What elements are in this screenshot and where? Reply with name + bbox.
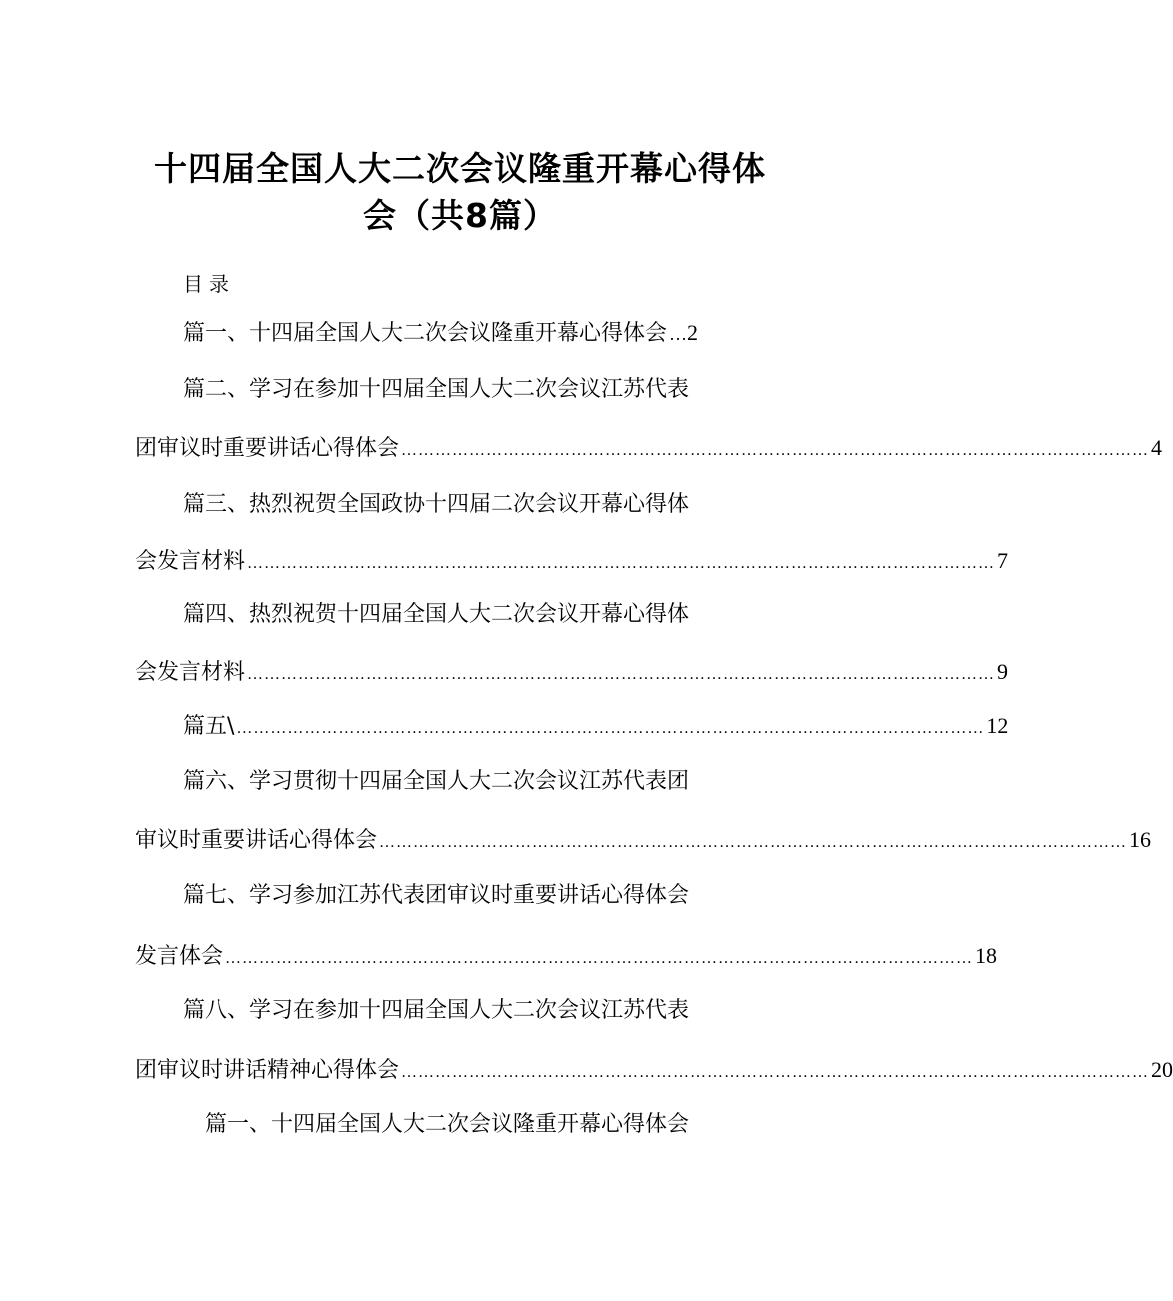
toc-entry-page: 4 <box>1151 435 1163 460</box>
toc-entry-1[interactable] <box>183 318 723 349</box>
toc-entry-page: 12 <box>986 713 1009 738</box>
toc-entry-text: 审议时重要讲话心得体会 <box>135 828 378 853</box>
toc-entry-page: 18 <box>975 943 998 968</box>
toc-label: 目录 <box>183 272 235 296</box>
toc-dot-leader: …………………………………………………………………………………………………………………… <box>401 442 1150 459</box>
toc-entry-4-line1: 篇四、热烈祝贺十四届全国人大二次会议开幕心得体 <box>183 602 690 627</box>
toc-entry-7[interactable] <box>135 941 998 974</box>
toc-entry-page: 16 <box>1129 827 1152 852</box>
toc-dot-leader: …………………………………………………………………………………………………………………… <box>247 555 996 572</box>
toc-entry-5[interactable] <box>183 711 1009 744</box>
toc-dot-leader: …………………………………………………………………………………………………………………… <box>379 834 1128 851</box>
toc-entry-3[interactable] <box>135 546 1009 579</box>
toc-entry-text: 团审议时重要讲话心得体会 <box>135 436 400 461</box>
toc-entry-8-line1: 篇八、学习在参加十四届全国人大二次会议江苏代表 <box>183 998 690 1023</box>
toc-entry-text: 会发言材料 <box>135 549 246 574</box>
toc-entry-page: 7 <box>997 548 1009 573</box>
toc-entry-page: 20 <box>1151 1057 1173 1082</box>
toc-entry-6[interactable] <box>135 825 1152 858</box>
toc-entry-2-line1: 篇二、学习在参加十四届全国人大二次会议江苏代表 <box>183 377 690 402</box>
toc-entry-8[interactable] <box>135 1055 1173 1088</box>
toc-entry-2[interactable] <box>135 433 1163 466</box>
document-title-line2: 会（共8篇） <box>363 196 557 235</box>
toc-entry-7-line1: 篇七、学习参加江苏代表团审议时重要讲话心得体会 <box>183 883 690 908</box>
toc-dot-leader: …………………………………………………………………………………………………………………… <box>225 950 974 967</box>
toc-entry-dots: … <box>669 324 688 344</box>
toc-entry-4[interactable] <box>135 657 1009 690</box>
toc-entry-3-line1: 篇三、热烈祝贺全国政协十四届二次会议开幕心得体 <box>183 492 690 517</box>
section-heading: 篇一、十四届全国人大二次会议隆重开幕心得体会 <box>205 1112 690 1137</box>
toc-entry-text: 发言体会 <box>135 944 224 969</box>
toc-dot-leader: …………………………………………………………………………………………………………………… <box>401 1064 1150 1081</box>
toc-entry-text: 篇五\ <box>183 714 235 739</box>
toc-entry-page: 2 <box>687 320 699 345</box>
toc-entry-page: 9 <box>997 659 1009 684</box>
document-title-line1: 十四届全国人大二次会议隆重开幕心得体 <box>154 149 766 188</box>
toc-dot-leader: …………………………………………………………………………………………………………………… <box>247 666 996 683</box>
toc-entry-text: 篇一、十四届全国人大二次会议隆重开幕心得体会 <box>183 321 668 346</box>
toc-entry-text: 团审议时讲话精神心得体会 <box>135 1058 400 1083</box>
toc-entry-6-line1: 篇六、学习贯彻十四届全国人大二次会议江苏代表团 <box>183 769 690 794</box>
toc-dot-leader: …………………………………………………………………………………………………………………… <box>236 720 985 737</box>
toc-entry-text: 会发言材料 <box>135 660 246 685</box>
